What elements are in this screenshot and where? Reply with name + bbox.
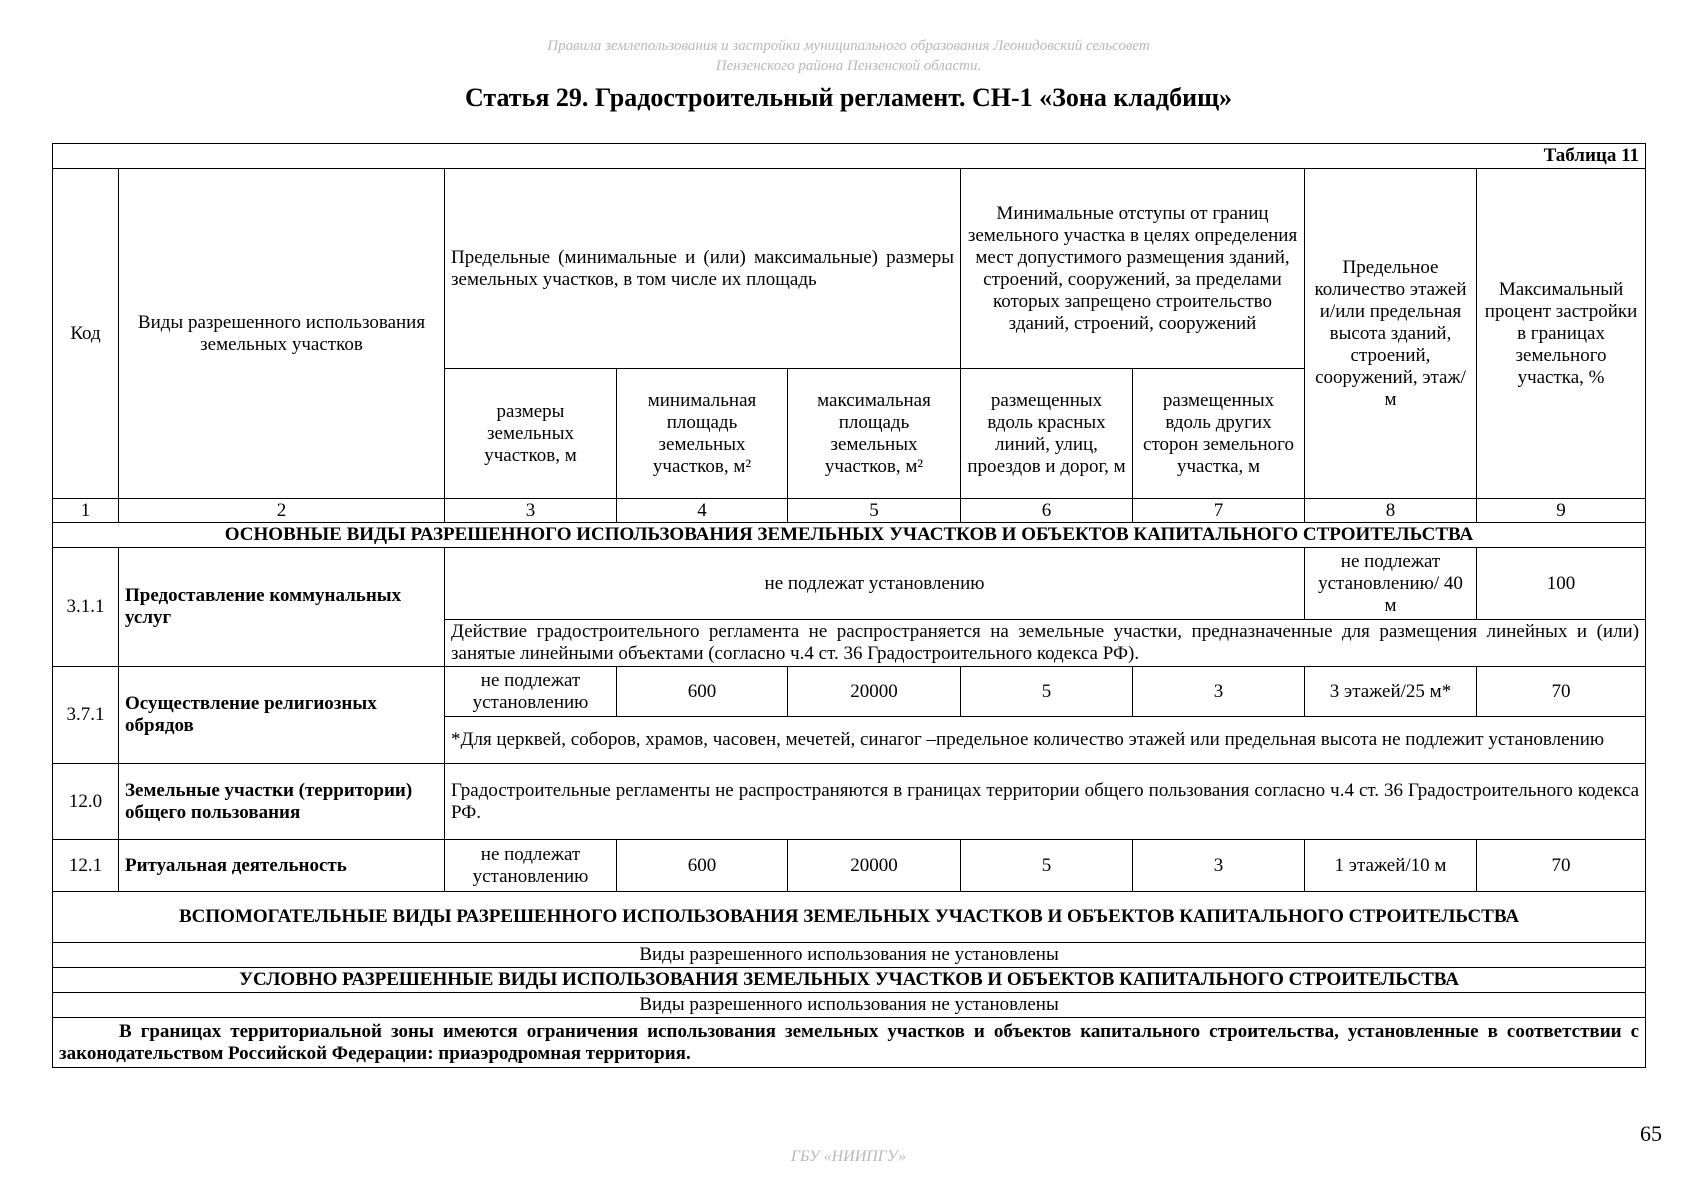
- table-row: [53, 548, 1646, 620]
- section-cond-text: Виды разрешенного использования не установлены: [53, 993, 1646, 1018]
- row-note: *Для церквей, соборов, храмов, часовен, мечетей, синагог –предельное количество этажей или предельная высота не подлежит установлению: [445, 717, 1646, 764]
- page-number: 65: [1640, 1121, 1662, 1146]
- table-row: [53, 840, 1646, 892]
- row-code: 12.1: [53, 840, 119, 892]
- header-use-types: Виды разрешенного использования земельных участков: [119, 169, 445, 499]
- row-setback-other: 3: [1133, 840, 1305, 892]
- page-footer: ГБУ «НИИПГУ»: [790, 1148, 907, 1165]
- row-code: 12.0: [53, 764, 119, 840]
- row-setback-red: 5: [961, 840, 1133, 892]
- section-aux-heading: ВСПОМОГАТЕЛЬНЫЕ ВИДЫ РАЗРЕШЕННОГО ИСПОЛЬЗОВАНИЯ ЗЕМЕЛЬНЫХ УЧАСТКОВ И ОБЪЕКТОВ КАПИТАЛЬНОГО СТРОИТЕЛЬСТВА: [53, 892, 1646, 943]
- header-min-area: минимальная площадь земельных участков, м²: [617, 369, 788, 499]
- row-name: Осуществление религиозных обрядов: [119, 667, 445, 764]
- row-setback-other: 3: [1133, 667, 1305, 717]
- table-caption: Таблица 11: [53, 144, 1646, 169]
- row-floors: 3 этажей/25 м*: [1305, 667, 1477, 717]
- header-coverage: Максимальный процент застройки в границах земельного участка, %: [1477, 169, 1646, 499]
- section-cond-heading: УСЛОВНО РАЗРЕШЕННЫЕ ВИДЫ ИСПОЛЬЗОВАНИЯ ЗЕМЕЛЬНЫХ УЧАСТКОВ И ОБЪЕКТОВ КАПИТАЛЬНОГО СТРОИТЕЛЬСТВА: [53, 968, 1646, 993]
- row-floors: не подлежат установлению/ 40 м: [1305, 548, 1477, 620]
- row-coverage: 100: [1477, 548, 1646, 620]
- column-number: 8: [1305, 499, 1477, 523]
- column-numbers-row: [53, 499, 1646, 523]
- table-row: [53, 667, 1646, 717]
- row-merged-value: не подлежат установлению: [445, 548, 1305, 620]
- regulation-table: [52, 143, 1646, 1068]
- column-number: 1: [53, 499, 119, 523]
- row-plot-size: не подлежат установлению: [445, 667, 617, 717]
- header-plot-limits: Предельные (минимальные и (или) максимальные) размеры земельных участков, в том числе их площадь: [445, 169, 961, 369]
- header-floors: Предельное количество этажей и/или предельная высота зданий, строений, сооружений, этаж/м: [1305, 169, 1477, 499]
- column-number: 2: [119, 499, 445, 523]
- column-number: 7: [1133, 499, 1305, 523]
- page-title: Статья 29. Градостроительный регламент. СН-1 «Зона кладбищ»: [464, 83, 1233, 112]
- section-main-heading: ОСНОВНЫЕ ВИДЫ РАЗРЕШЕННОГО ИСПОЛЬЗОВАНИЯ ЗЕМЕЛЬНЫХ УЧАСТКОВ И ОБЪЕКТОВ КАПИТАЛЬНОГО СТРОИТЕЛЬСТВА: [53, 523, 1646, 548]
- row-code: 3.7.1: [53, 667, 119, 764]
- row-min-area: 600: [617, 667, 788, 717]
- row-name: Предоставление коммунальных услуг: [119, 548, 445, 667]
- column-number: 6: [961, 499, 1133, 523]
- column-number: 9: [1477, 499, 1646, 523]
- row-coverage: 70: [1477, 840, 1646, 892]
- header-setbacks: Минимальные отступы от границ земельного участка в целях определения мест допустимого размещения зданий, строений, сооружений, за пределами которых запрещено строительство зданий, строений, сооружений: [961, 169, 1305, 369]
- row-note: Градостроительные регламенты не распространяются в границах территории общего пользования согласно ч.4 ст. 36 Градостроительного кодекса РФ.: [445, 764, 1646, 840]
- row-code: 3.1.1: [53, 548, 119, 667]
- header-plot-size: размеры земельных участков, м: [445, 369, 617, 499]
- column-number: 5: [788, 499, 961, 523]
- row-max-area: 20000: [788, 667, 961, 717]
- row-coverage: 70: [1477, 667, 1646, 717]
- row-setback-red: 5: [961, 667, 1133, 717]
- running-header-line-1: Правила землепользования и застройки муниципального образования Леонидовский сельсовет: [547, 38, 1150, 54]
- row-min-area: 600: [617, 840, 788, 892]
- header-setback-red: размещенных вдоль красных линий, улиц, проездов и дорог, м: [961, 369, 1133, 499]
- header-max-area: максимальная площадь земельных участков, м²: [788, 369, 961, 499]
- section-aux-text: Виды разрешенного использования не установлены: [53, 943, 1646, 968]
- row-floors: 1 этажей/10 м: [1305, 840, 1477, 892]
- column-number: 4: [617, 499, 788, 523]
- row-name: Ритуальная деятельность: [119, 840, 445, 892]
- row-plot-size: не подлежат установлению: [445, 840, 617, 892]
- running-header: [0, 36, 1697, 76]
- row-max-area: 20000: [788, 840, 961, 892]
- header-code: Код: [53, 169, 119, 499]
- row-name: Земельные участки (территории) общего пользования: [119, 764, 445, 840]
- column-number: 3: [445, 499, 617, 523]
- table-row: [53, 764, 1646, 840]
- header-setback-other: размещенных вдоль других сторон земельного участка, м: [1133, 369, 1305, 499]
- running-header-line-2: Пензенского района Пензенской области.: [715, 58, 982, 74]
- row-note: Действие градостроительного регламента не распространяется на земельные участки, предназначенные для размещения линейных и (или) занятые линейными объектами (согласно ч.4 ст. 36 Градостроительного кодекса РФ).: [445, 620, 1646, 667]
- zone-restrictions-note: В границах территориальной зоны имеются ограничения использования земельных участков и объектов капитального строительства, установленные в соответствии с законодательством Российской Федерации: приаэродромная территория.: [53, 1018, 1646, 1068]
